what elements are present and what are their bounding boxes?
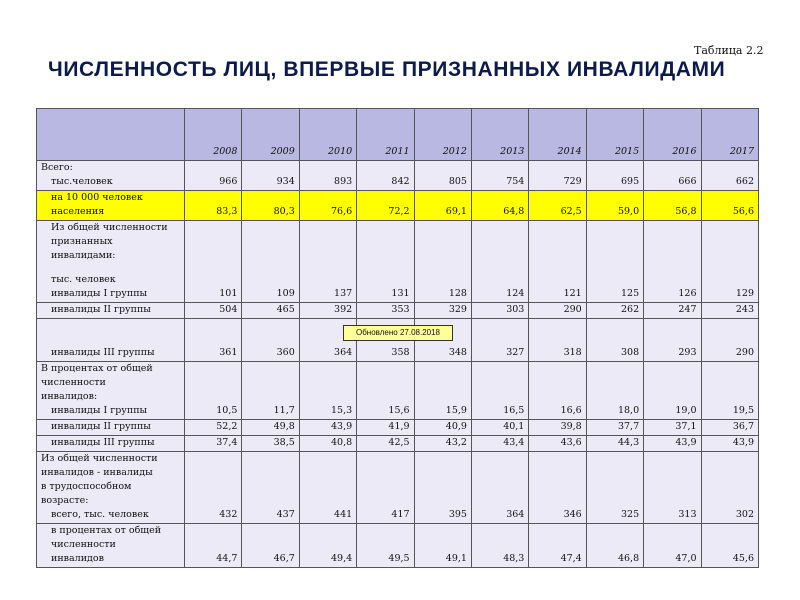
value-cell-2016: 37,1 [644,420,701,436]
year-header-2016: 2016 [644,109,701,161]
row-label-line: В процентах от общей [41,363,153,374]
value-cell-2017: 43,9 [701,436,758,452]
value-cell-2014: 290 [529,303,586,319]
header-corner-cell [37,109,185,161]
row-label-line: Из общей численности [41,453,158,464]
value-cell-2013: 43,4 [471,436,528,452]
value-cell-2016: 293 [644,319,701,362]
value-cell-2014: 16,6 [529,362,586,420]
year-header-2009: 2009 [242,109,299,161]
row-label-line: всего, тыс. человек [51,509,149,520]
value-cell-2016: 247 [644,303,701,319]
value-cell-2010: 137 [299,221,356,303]
row-label [37,420,185,436]
value-cell-2009: 934 [242,161,299,191]
row-label [37,452,185,524]
row-label [37,161,185,191]
table-caption: Таблица 2.2 [694,44,764,57]
value-cell-2014: 43,6 [529,436,586,452]
value-cell-2009: 38,5 [242,436,299,452]
value-cell-2011: 353 [357,303,414,319]
value-cell-2009: 49,8 [242,420,299,436]
value-cell-2017: 290 [701,319,758,362]
value-cell-2014: 62,5 [529,191,586,221]
value-cell-2013: 64,8 [471,191,528,221]
value-cell-2015: 125 [586,221,643,303]
value-cell-2012: 329 [414,303,471,319]
value-cell-2009: 465 [242,303,299,319]
row-label-line [41,263,180,273]
value-cell-2014: 729 [529,161,586,191]
year-header-2008: 2008 [185,109,242,161]
table-row [37,221,759,303]
value-cell-2011: 72,2 [357,191,414,221]
value-cell-2015: 44,3 [586,436,643,452]
value-cell-2009: 437 [242,452,299,524]
row-label-line: Из общей численности [51,222,168,233]
row-label [37,436,185,452]
row-label [37,362,185,420]
value-cell-2008: 504 [185,303,242,319]
value-cell-2016: 47,0 [644,524,701,568]
value-cell-2012: 49,1 [414,524,471,568]
year-header-2010: 2010 [299,109,356,161]
value-cell-2013: 40,1 [471,420,528,436]
value-cell-2013: 124 [471,221,528,303]
row-label-line: тыс. человек [51,274,116,285]
value-cell-2015: 18,0 [586,362,643,420]
value-cell-2014: 318 [529,319,586,362]
value-cell-2014: 346 [529,452,586,524]
value-cell-2009: 109 [242,221,299,303]
year-header-2014: 2014 [529,109,586,161]
value-cell-2010: 392 [299,303,356,319]
value-cell-2010: 441 [299,452,356,524]
value-cell-2017: 19,5 [701,362,758,420]
row-label-line: в процентах от общей [51,525,162,536]
table-row [37,452,759,524]
value-cell-2013: 327 [471,319,528,362]
row-label-line: признанных [51,236,113,247]
value-cell-2009: 46,7 [242,524,299,568]
value-cell-2013: 754 [471,161,528,191]
row-label-line: инвалидов [51,553,104,564]
row-label-line: населения [51,206,105,217]
value-cell-2017: 56,6 [701,191,758,221]
value-cell-2017: 36,7 [701,420,758,436]
row-label [37,221,185,303]
value-cell-2016: 56,8 [644,191,701,221]
row-label [37,524,185,568]
value-cell-2010: 43,9 [299,420,356,436]
table-row [37,420,759,436]
value-cell-2011: 417 [357,452,414,524]
row-label-line: инвалиды I группы [51,288,148,299]
value-cell-2012: 395 [414,452,471,524]
value-cell-2011: 41,9 [357,420,414,436]
value-cell-2008: 101 [185,221,242,303]
row-label-line: инвалиды III группы [51,347,155,358]
row-label-line: инвалиды II группы [51,421,151,432]
value-cell-2016: 313 [644,452,701,524]
value-cell-2010: 40,8 [299,436,356,452]
table-row [37,161,759,191]
value-cell-2015: 46,8 [586,524,643,568]
value-cell-2011: 49,5 [357,524,414,568]
row-label-line: инвалидов - инвалиды [41,467,153,478]
row-label-line: численности [51,539,116,550]
value-cell-2008: 83,3 [185,191,242,221]
value-cell-2010: 15,3 [299,362,356,420]
row-label-line: инвалидами: [51,250,116,261]
row-label-line: инвалидов: [41,391,98,402]
value-cell-2016: 666 [644,161,701,191]
value-cell-2010: 49,4 [299,524,356,568]
row-label-line: инвалиды I группы [51,405,148,416]
value-cell-2010: 893 [299,161,356,191]
value-cell-2014: 47,4 [529,524,586,568]
value-cell-2015: 59,0 [586,191,643,221]
value-cell-2016: 43,9 [644,436,701,452]
value-cell-2015: 308 [586,319,643,362]
value-cell-2011: 842 [357,161,414,191]
value-cell-2008: 44,7 [185,524,242,568]
value-cell-2011: 42,5 [357,436,414,452]
value-cell-2013: 303 [471,303,528,319]
table-row [37,191,759,221]
row-label-line: численности [41,377,106,388]
value-cell-2008: 432 [185,452,242,524]
value-cell-2011: 15,6 [357,362,414,420]
value-cell-2017: 243 [701,303,758,319]
table-row [37,436,759,452]
value-cell-2009: 80,3 [242,191,299,221]
value-cell-2017: 129 [701,221,758,303]
value-cell-2008: 52,2 [185,420,242,436]
value-cell-2009: 360 [242,319,299,362]
value-cell-2010: 76,6 [299,191,356,221]
value-cell-2015: 325 [586,452,643,524]
value-cell-2011: 131 [357,221,414,303]
value-cell-2012: 69,1 [414,191,471,221]
value-cell-2013: 364 [471,452,528,524]
value-cell-2009: 11,7 [242,362,299,420]
row-label [37,191,185,221]
row-label-line: на 10 000 человек [51,192,143,203]
value-cell-2015: 37,7 [586,420,643,436]
header-row [37,109,759,161]
value-cell-2013: 48,3 [471,524,528,568]
value-cell-2016: 126 [644,221,701,303]
value-cell-2017: 45,6 [701,524,758,568]
row-label-line: Всего: [41,162,73,173]
table-row [37,303,759,319]
value-cell-2008: 361 [185,319,242,362]
page-title: ЧИСЛЕННОСТЬ ЛИЦ, ВПЕРВЫЕ ПРИЗНАННЫХ ИНВАЛИДАМИ [48,58,726,81]
value-cell-2012: 43,2 [414,436,471,452]
table-row [37,362,759,420]
row-label [37,303,185,319]
value-cell-2017: 662 [701,161,758,191]
value-cell-2012: 805 [414,161,471,191]
update-note: Обновлено 27.08.2018 [343,325,453,341]
value-cell-2013: 16,5 [471,362,528,420]
row-label [37,319,185,362]
value-cell-2012: 15,9 [414,362,471,420]
row-label-line: в трудоспособном [41,481,132,492]
value-cell-2017: 302 [701,452,758,524]
value-cell-2011: 358 [357,319,414,362]
value-cell-2012: 40,9 [414,420,471,436]
year-header-2015: 2015 [586,109,643,161]
value-cell-2014: 39,8 [529,420,586,436]
row-label-line: возрасте: [41,495,89,506]
value-cell-2012: 128 [414,221,471,303]
value-cell-2008: 966 [185,161,242,191]
value-cell-2015: 695 [586,161,643,191]
value-cell-2016: 19,0 [644,362,701,420]
value-cell-2010: 364 [299,319,356,362]
year-header-2017: 2017 [701,109,758,161]
year-header-2011: 2011 [357,109,414,161]
row-label-line: тыс.человек [51,176,113,187]
row-label-line: инвалиды III группы [51,437,155,448]
row-label-line: инвалиды II группы [51,304,151,315]
value-cell-2012: 348 [414,319,471,362]
value-cell-2014: 121 [529,221,586,303]
value-cell-2015: 262 [586,303,643,319]
table-row [37,524,759,568]
value-cell-2008: 37,4 [185,436,242,452]
year-header-2012: 2012 [414,109,471,161]
value-cell-2008: 10,5 [185,362,242,420]
year-header-2013: 2013 [471,109,528,161]
